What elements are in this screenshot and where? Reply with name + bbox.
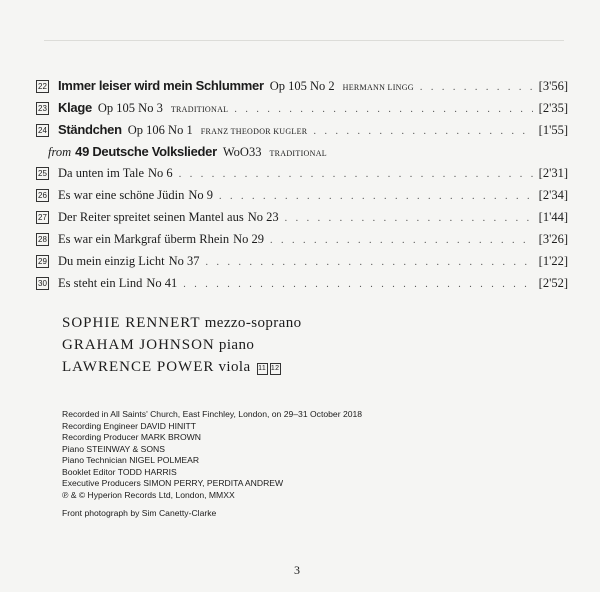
credit-line: Recorded in All Saints' Church, East Finchley, London, on 29–31 October 2018	[62, 409, 363, 419]
track-title: Klage	[58, 100, 92, 115]
dot-leader	[285, 213, 533, 224]
dot-leader	[270, 235, 533, 246]
song-row	[36, 276, 568, 298]
collection-title: 49 Deutsche Volkslieder	[75, 144, 217, 159]
track-number: 11	[257, 363, 268, 375]
page-number: 3	[294, 563, 300, 577]
dot-leader	[205, 257, 532, 268]
song-number: No 29	[233, 232, 265, 246]
track-duration: [2'31]	[538, 166, 568, 180]
song-number: No 6	[148, 166, 173, 180]
spacer	[62, 501, 362, 508]
scan-artifact-line	[44, 40, 564, 41]
performer-name: SOPHIE RENNERT	[62, 315, 201, 331]
photo-credit: Front photograph by Sim Canetty-Clarke	[62, 508, 217, 518]
credit-line: Piano STEINWAY & SONS	[62, 443, 165, 454]
track-number: 25	[36, 167, 49, 180]
track-duration: [1'55]	[538, 123, 568, 137]
performer-name: GRAHAM JOHNSON	[62, 337, 215, 353]
track-duration: [1'44]	[538, 210, 568, 224]
credit-line: Recording Engineer DAVID HINITT	[62, 420, 197, 431]
track-row	[36, 122, 568, 144]
track-number: 29	[36, 255, 49, 268]
track-number: 23	[36, 102, 49, 115]
track-title: Immer leiser wird mein Schlummer	[58, 78, 264, 93]
track-number: 12	[270, 363, 281, 375]
song-title: Es war ein Markgraf überm Rhein	[58, 232, 230, 246]
track-duration: [2'34]	[538, 188, 568, 202]
song-title: Du mein einzig Licht	[58, 254, 165, 268]
performer-line	[62, 334, 302, 356]
track-opus: Op 105 No 2	[269, 79, 335, 93]
collection-heading	[36, 144, 568, 166]
track-row	[36, 100, 568, 122]
track-poet: TRADITIONAL	[170, 105, 229, 114]
song-number: No 9	[188, 188, 214, 202]
credits-block	[62, 409, 362, 520]
track-opus: Op 105 No 3	[97, 101, 163, 115]
song-row	[36, 232, 568, 254]
song-title: Der Reiter spreitet seinen Mantel aus	[58, 210, 244, 224]
track-number: 27	[36, 211, 49, 224]
track-number: 26	[36, 189, 49, 202]
song-number: No 41	[146, 276, 178, 290]
dot-leader	[183, 279, 532, 290]
track-opus: Op 106 No 1	[127, 123, 193, 137]
dot-leader	[179, 169, 533, 180]
song-number: No 23	[247, 210, 279, 224]
track-title: Ständchen	[58, 122, 122, 137]
performer-role: viola	[218, 359, 251, 375]
credit-line: Booklet Editor TODD HARRIS	[62, 466, 177, 477]
performer-role: mezzo-soprano	[204, 315, 302, 331]
song-row	[36, 254, 568, 276]
track-duration: [2'52]	[538, 276, 568, 290]
song-title: Es war eine schöne Jüdin	[58, 188, 185, 202]
track-duration: [3'26]	[538, 232, 568, 246]
song-number: No 37	[168, 254, 200, 268]
collection-poet: TRADITIONAL	[269, 149, 327, 158]
track-duration: [3'56]	[538, 79, 568, 93]
track-number: 22	[36, 80, 49, 93]
dot-leader	[219, 191, 533, 202]
song-title: Es steht ein Lind	[58, 276, 143, 290]
track-list	[36, 78, 568, 298]
credit-line: ℗ & © Hyperion Records Ltd, London, MMXX	[62, 489, 235, 500]
track-row	[36, 78, 568, 100]
performer-line	[62, 312, 302, 334]
track-duration: [2'35]	[538, 101, 568, 115]
track-number: 24	[36, 124, 49, 137]
dot-leader	[420, 82, 533, 93]
credit-line: Executive Producers SIMON PERRY, PERDITA ANDREW	[62, 478, 284, 488]
performers-block	[62, 312, 302, 378]
performer-line	[62, 356, 302, 378]
credit-line: Piano Technician NIGEL POLMEAR	[62, 455, 200, 465]
credit-line: Recording Producer MARK BROWN	[62, 432, 201, 442]
track-poet: FRANZ THEODOR KUGLER	[200, 127, 308, 136]
song-row	[36, 210, 568, 232]
track-poet: HERMANN LINGG	[342, 83, 414, 92]
song-row	[36, 166, 568, 188]
dot-leader	[313, 126, 532, 137]
track-number: 28	[36, 233, 49, 246]
track-duration: [1'22]	[538, 254, 568, 268]
collection-catalogue: WoO33	[222, 145, 262, 159]
collection-from: from	[48, 145, 72, 159]
performer-role: piano	[218, 337, 255, 353]
performer-name: LAWRENCE POWER	[62, 359, 215, 375]
track-number: 30	[36, 277, 49, 290]
dot-leader	[234, 104, 532, 115]
song-row	[36, 188, 568, 210]
song-title: Da unten im Tale	[58, 166, 145, 180]
